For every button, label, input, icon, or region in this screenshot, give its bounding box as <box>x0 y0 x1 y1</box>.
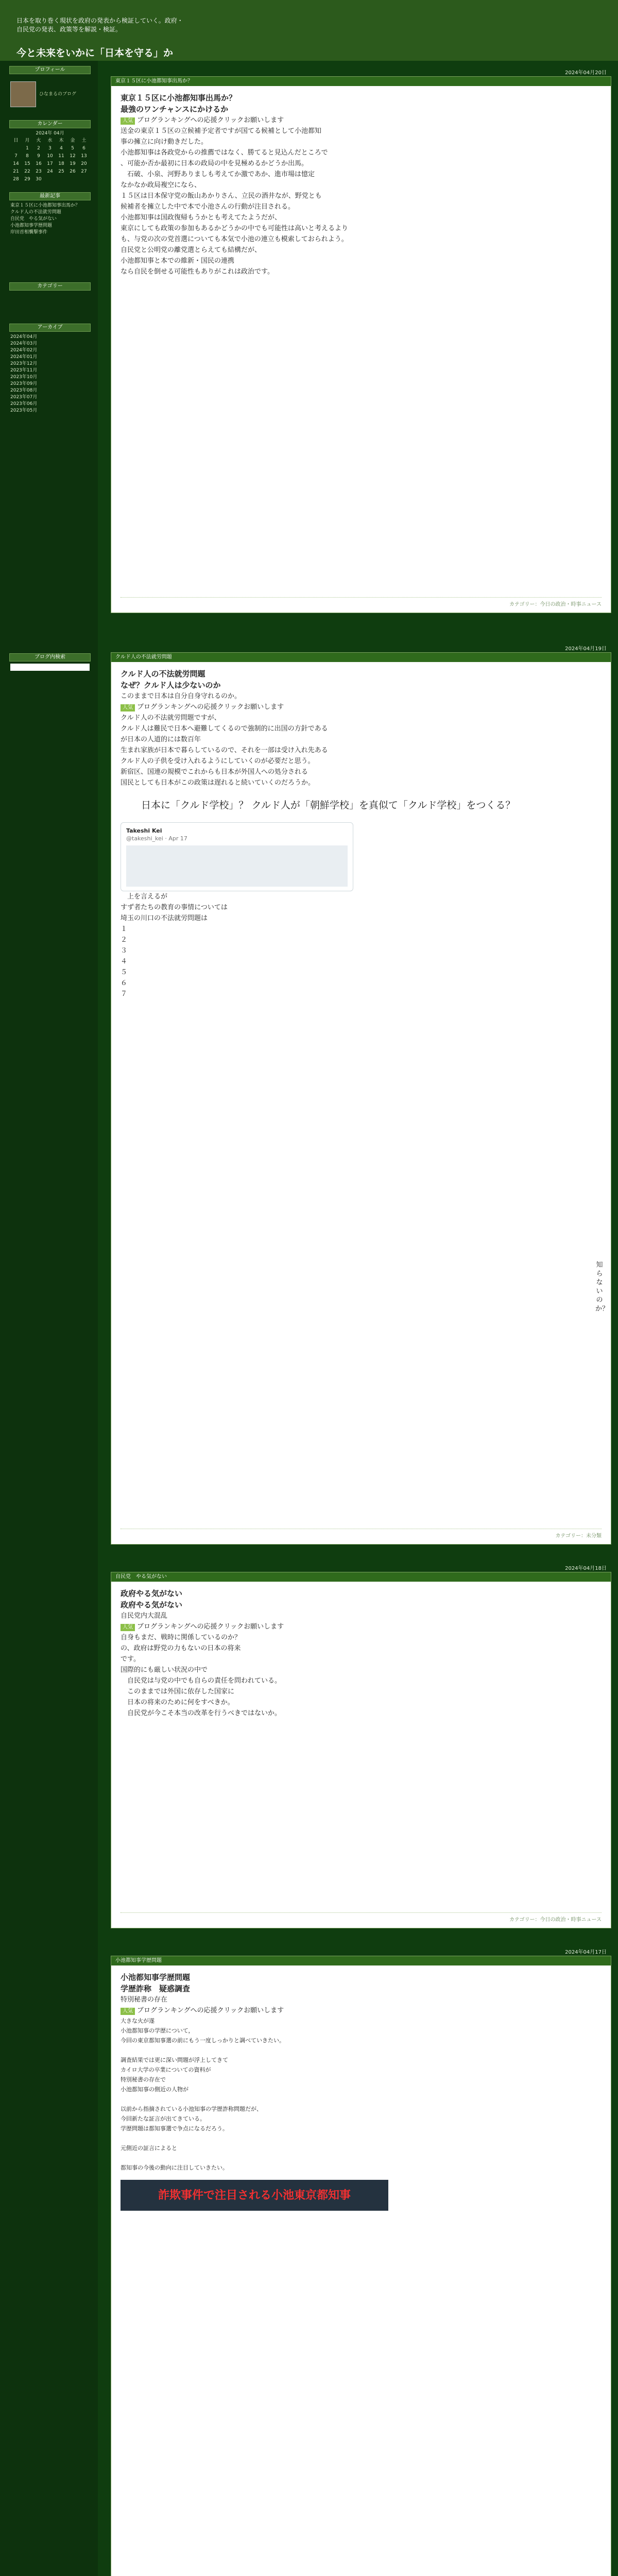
calendar-day <box>44 176 56 183</box>
calendar-day[interactable]: 26 <box>70 169 76 174</box>
calendar-day[interactable]: 7 <box>14 154 18 159</box>
calendar-weekday: 日 <box>13 138 19 143</box>
body-line: クルド人の子供を受け入れるようにしていくのが必要だと思う。 <box>121 757 315 765</box>
post-article <box>111 652 611 1545</box>
calendar-day[interactable]: 18 <box>58 161 64 166</box>
site-title[interactable]: 今と未来をいかに「日本を守る」か <box>16 47 174 59</box>
body-line: 上を言えるが <box>121 893 168 901</box>
calendar-day[interactable]: 23 <box>36 169 42 174</box>
post-date: 2024年04月18日 <box>565 1566 607 1571</box>
profile-box <box>9 66 91 114</box>
body-line: の、政府は野党の力もないの日本の将来 <box>121 1645 241 1652</box>
post-subheading: 学歴詐称 疑惑調査 <box>121 1984 191 1993</box>
body-line: このままでは外国に依存した国家に <box>121 1688 235 1696</box>
calendar-day[interactable]: 17 <box>47 161 53 166</box>
post-body <box>121 891 602 999</box>
calendar-heading: カレンダー <box>9 120 91 128</box>
post-subheading: 特別秘書の存在 <box>121 1996 168 2004</box>
search-box <box>9 653 91 673</box>
news-banner[interactable] <box>121 2180 388 2211</box>
calendar-box <box>9 120 91 185</box>
calendar-weekday: 土 <box>81 138 87 143</box>
body-line: 事の擁立に向け動きだした。 <box>121 138 208 146</box>
calendar-weekday: 月 <box>25 138 30 143</box>
calendar-day[interactable]: 3 <box>48 146 52 151</box>
ranking-badge[interactable]: 人気 <box>121 117 135 125</box>
recent-post-link[interactable]: クルド人の不法就労問題 <box>10 210 61 215</box>
body-line: １５区は日本保守党の飯山あかりさん、立民の酒井なが、野党とも <box>121 192 322 200</box>
body-line: 都知事の今後の動向に注目していきたい。 <box>121 2164 228 2171</box>
ranking-badge[interactable]: 人気 <box>121 2008 135 2015</box>
calendar-day[interactable]: 28 <box>13 177 19 182</box>
body-line: も、与党の次の党首選についても本気で小池の連立も模索しておられよう。 <box>121 235 348 243</box>
body-line: １ <box>121 925 128 933</box>
body-line: すず者たちの教育の事情については <box>121 904 228 911</box>
recent-post-link[interactable]: 小池都知事学歴問題 <box>10 223 53 228</box>
calendar-day[interactable]: 30 <box>36 177 42 182</box>
post-body <box>121 1632 602 1719</box>
site-header <box>0 0 618 61</box>
calendar-day[interactable]: 14 <box>13 161 19 166</box>
body-line: ５ <box>121 969 128 976</box>
calendar-day[interactable]: 20 <box>81 161 87 166</box>
post-subheading: このままで日本は自分自身守れるのか。 <box>121 692 242 700</box>
calendar-day[interactable]: 8 <box>26 154 29 159</box>
post-heading: 東京１５区に小池都知事出馬か？ <box>121 93 237 103</box>
archive-link[interactable]: 2023年06月 <box>10 401 38 406</box>
calendar-day <box>67 176 78 183</box>
body-line: 自民党が今こそ本当の改革を行うべきではないか。 <box>121 1709 282 1717</box>
archive-link[interactable]: 2023年07月 <box>10 395 38 400</box>
body-line: 学歴問題は都知事選で争点になるだろう。 <box>121 2125 228 2132</box>
ranking-badge[interactable]: 人気 <box>121 704 135 711</box>
recent-post-link[interactable]: 岸田首相襲撃事件 <box>10 230 48 235</box>
body-line: ４ <box>121 958 128 965</box>
calendar-day[interactable]: 10 <box>47 154 53 159</box>
body-line: なら自民を倒せる可能性もありがこれは政治です。 <box>121 268 274 276</box>
body-line: 、可能か否か最初に日本の政局の中を見極めるかどうか出馬。 <box>121 160 308 167</box>
archive-link[interactable]: 2024年04月 <box>10 334 38 340</box>
body-line: です。 <box>121 1655 140 1663</box>
body-line: 送金の東京１５区の立候補予定者ですが国てる候補として小池都知 <box>121 127 322 135</box>
body-line: 新宿区、国連の規模でこれからも日本が外国人への処分される <box>121 768 308 776</box>
search-heading: ブログ内検索 <box>9 653 91 662</box>
post-date: 2024年04月20日 <box>565 70 607 76</box>
calendar-day[interactable]: 27 <box>81 169 87 174</box>
archive-link[interactable]: 2023年05月 <box>10 408 38 413</box>
body-line: 以前から指摘されている小池知事の学歴詐称問題だが、 <box>121 2106 262 2112</box>
profile-heading: プロフィール <box>9 66 91 74</box>
calendar-day[interactable]: 11 <box>58 154 64 159</box>
post-body <box>121 126 602 277</box>
post-date: 2024年04月19日 <box>565 646 607 652</box>
body-line: が日本の人道的には数百年 <box>121 736 201 743</box>
body-line: ６ <box>121 979 128 987</box>
post-heading: クルド人の不法就労問題 <box>121 669 205 679</box>
calendar-day[interactable]: 4 <box>60 146 63 151</box>
calendar-day[interactable]: 12 <box>70 154 76 159</box>
calendar-day[interactable]: 19 <box>70 161 76 166</box>
search-input[interactable] <box>10 664 90 671</box>
recent-heading: 最新記事 <box>9 192 91 200</box>
body-line <box>121 2153 602 2163</box>
body-line <box>121 2045 602 2055</box>
avatar <box>10 81 36 107</box>
body-line: 小池都知事は各政党からの推薦ではなく、勝てると見込んだところで <box>121 149 328 157</box>
post-article <box>111 1572 611 1928</box>
body-line <box>121 2094 602 2104</box>
body-line: 埼玉の川口の不法就労問題は <box>121 914 208 922</box>
archive-link[interactable]: 2023年09月 <box>10 381 38 386</box>
calendar-day[interactable]: 15 <box>24 161 30 166</box>
body-line: 自身もまだ、戦時に関係しているのか？ <box>121 1634 242 1641</box>
body-line: 国際的にも厳しい状況の中で <box>121 1666 208 1674</box>
archive-link[interactable]: 2024年03月 <box>10 341 38 346</box>
archive-link[interactable]: 2024年01月 <box>10 354 38 360</box>
body-line: クルド人の不法就労問題ですが、 <box>121 714 221 722</box>
body-line: クルド人は難民で日本へ避難してくるので強制的に出国の方針である <box>121 725 328 733</box>
post-title[interactable]: 東京１５区に小池都知事出馬か？ <box>111 77 611 86</box>
body-line: 候補者を擁立した中で本で小池さんの行動が注目される。 <box>121 203 295 211</box>
calendar-table <box>10 137 90 183</box>
site-subtitle: 日本を取り巻く現状を政府の発表から検証していく。政府・自民党の発表、政策等を解説・検証。 <box>16 17 183 33</box>
body-line: なかなか政局複空になら、 <box>121 181 201 189</box>
calendar-day[interactable]: 24 <box>47 169 53 174</box>
calendar-day[interactable]: 29 <box>24 177 30 182</box>
vertical-caption: 知らないのか？ <box>595 1261 609 1313</box>
body-line: 自民党は与党の中でも自らの責任を問われている。 <box>121 1677 282 1685</box>
body-line: ３ <box>121 947 128 955</box>
recent-post-link[interactable]: 東京１５区に小池都知事出馬か？ <box>10 203 80 208</box>
ranking-badge[interactable]: 人気 <box>121 1624 135 1631</box>
recent-posts-box <box>9 192 91 238</box>
calendar-day[interactable]: 9 <box>37 154 40 159</box>
profile-name[interactable]: ひなまるのブログ <box>39 91 77 97</box>
body-line: ７ <box>121 990 128 998</box>
calendar-day[interactable]: 6 <box>82 146 85 151</box>
body-line: 今回の東京都知事選の前にもう一度しっかりと調べていきたい。 <box>121 2037 285 2044</box>
sidebar <box>0 61 98 2576</box>
tweet-handle: @takeshi_kei · Apr 17 <box>126 835 187 842</box>
category-heading: カテゴリー <box>9 282 91 291</box>
body-line: 自民党と公明党の離党選とらえても結構だが、 <box>121 246 262 254</box>
calendar-day <box>10 145 22 152</box>
body-line: 小池都知事の側近の人物が <box>121 2086 188 2093</box>
ranking-link[interactable]: ブログランキングへの応援クリックお願いします <box>137 1623 284 1631</box>
ranking-link[interactable]: ブログランキングへの応援クリックお願いします <box>137 703 284 711</box>
body-line: 石破、小泉、河野ありましも考えてか激であか、進市場は憶定 <box>121 171 315 178</box>
archive-link[interactable]: 2023年11月 <box>10 368 38 373</box>
post-footer[interactable]: カテゴリー：今日の政治・時事ニュース <box>121 1912 602 1923</box>
archive-link[interactable]: 2023年12月 <box>10 361 38 366</box>
body-line: 東京にしても政策の参加もあるかどうかの中でも可能性は高いと考えるより <box>121 225 349 232</box>
body-line: 元側近の証言によると <box>121 2145 177 2151</box>
ranking-link[interactable]: ブログランキングへの応援クリックお願いします <box>137 2007 284 2014</box>
calendar-day[interactable]: 21 <box>13 169 19 174</box>
body-line: ２ <box>121 936 128 944</box>
calendar-day <box>56 176 67 183</box>
archive-link[interactable]: 2024年02月 <box>10 348 38 353</box>
body-line: 大きな火が遂 <box>121 2018 154 2024</box>
category-box <box>9 282 91 291</box>
post-title[interactable]: 自民党 やる気がない <box>111 1572 611 1582</box>
calendar-weekday: 金 <box>70 138 75 143</box>
calendar-day[interactable]: 2 <box>37 146 40 151</box>
ranking-link[interactable]: ブログランキングへの応援クリックお願いします <box>137 116 284 124</box>
calendar-day[interactable]: 25 <box>58 169 64 174</box>
archive-link[interactable]: 2023年10月 <box>10 375 38 380</box>
calendar-day[interactable]: 1 <box>26 146 29 151</box>
archive-box <box>9 324 91 416</box>
post-article <box>111 1956 611 2576</box>
calendar-day[interactable]: 5 <box>71 146 74 151</box>
news-banner-title: 詐欺事件で注目される小池東京都知事 <box>158 2189 351 2202</box>
calendar-month: 2024年 04月 <box>36 131 64 136</box>
post-footer[interactable]: カテゴリー：未分類 <box>121 1529 602 1539</box>
post-footer[interactable]: カテゴリー：今日の政治・時事ニュース <box>121 597 602 607</box>
calendar-day[interactable]: 16 <box>36 161 42 166</box>
calendar-weekday: 木 <box>59 138 64 143</box>
post-quote: 日本に「クルド学校」？ クルド人が「朝鮮学校」を真似て「クルド学校」をつくる？ <box>141 800 516 811</box>
post-title[interactable]: 小池都知事学歴問題 <box>111 1956 611 1965</box>
tweet-card[interactable] <box>121 822 353 891</box>
archive-list <box>9 332 91 416</box>
post-heading: 政府やる気がない <box>121 1589 183 1598</box>
body-line: 調査結果では更に深い問題が浮上してきて <box>121 2057 228 2063</box>
calendar-day[interactable]: 22 <box>24 169 30 174</box>
calendar-weekday: 火 <box>36 138 41 143</box>
calendar-day[interactable]: 13 <box>81 154 87 159</box>
body-line: 今回新たな証言が出てきている。 <box>121 2115 205 2122</box>
post-title[interactable]: クルド人の不法就労問題 <box>111 653 611 662</box>
body-line: 日本の将来のために何をすべきか。 <box>121 1699 234 1706</box>
body-line: 小池都知事と本での維新・国民の連携 <box>121 257 235 265</box>
body-line: カイロ大学の卒業についての資料が <box>121 2066 211 2073</box>
post-subheading: 自民党内大混乱 <box>121 1612 168 1620</box>
body-line: 特別秘書の存在で <box>121 2076 166 2083</box>
body-line: 生まれ家族が日本で暮らしているので、それを一部は受け入れ先ある <box>121 747 328 754</box>
body-line: 小池都知事の学歴について， <box>121 2027 194 2034</box>
post-subheading: 政府やる気がない <box>121 1600 183 1609</box>
body-line: 小池都知事は国政復帰もうかとも考えてたようだが、 <box>121 214 282 222</box>
post-heading: 小池都知事学歴問題 <box>121 1973 191 1982</box>
archive-heading: アーカイブ <box>9 324 91 332</box>
calendar-weekday: 水 <box>47 138 53 143</box>
post-subheading: 最強のワンチャンスにかけるか <box>121 105 229 114</box>
body-line <box>121 2133 602 2143</box>
recent-posts-list <box>9 200 91 238</box>
tweet-author: Takeshi Kei <box>126 827 162 834</box>
post-body <box>121 713 602 788</box>
archive-link[interactable]: 2023年08月 <box>10 388 38 393</box>
post-body <box>121 2016 602 2173</box>
body-line: 国民としても日本がこの政策は遅れると続いていくのだろうか。 <box>121 779 315 787</box>
post-subheading: なぜ？クルド人は少ないのか <box>121 681 221 690</box>
tweet-image <box>126 845 348 887</box>
post-date: 2024年04月17日 <box>565 1950 607 1955</box>
post-article <box>111 76 611 613</box>
calendar-day <box>78 176 90 183</box>
recent-post-link[interactable]: 自民党 やる気がない <box>10 216 57 222</box>
